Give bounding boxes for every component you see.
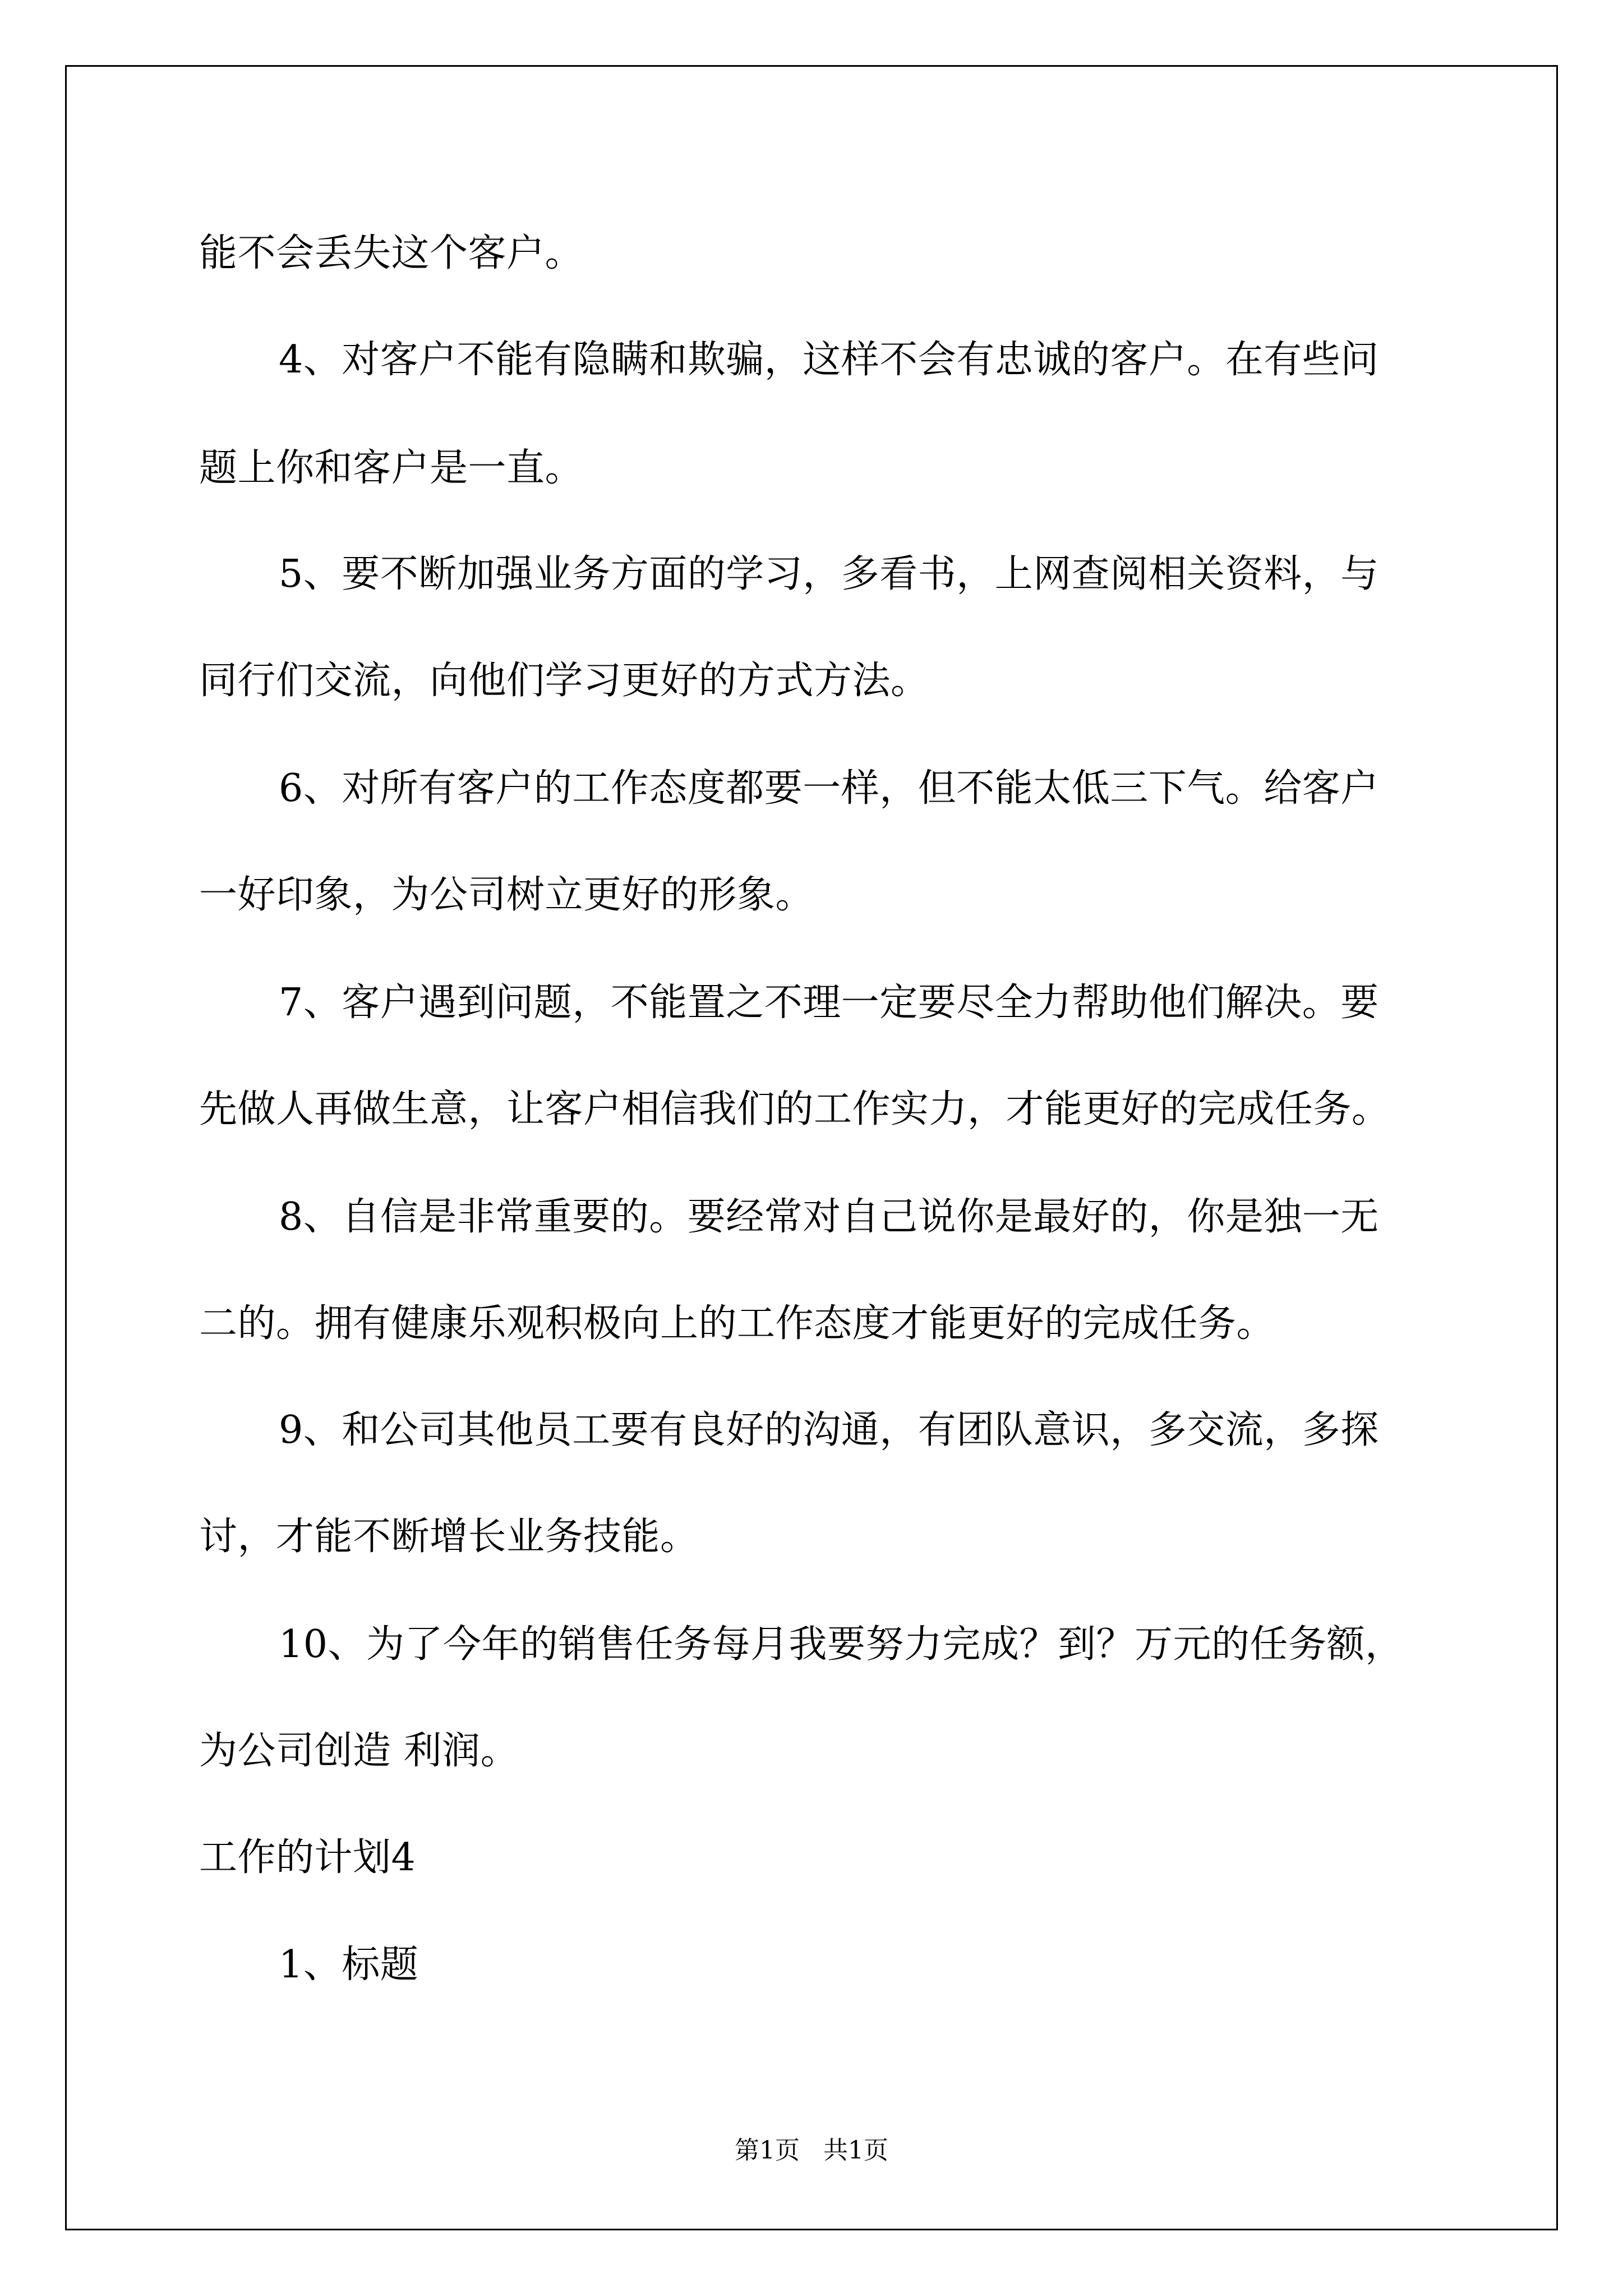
- text-line: 1、标题: [279, 1943, 419, 1987]
- text-line: 讨，才能不断增长业务技能。: [199, 1515, 699, 1559]
- text-line: 6、对所有客户的工作态度都要一样，但不能太低三下气。给客户: [279, 766, 1379, 811]
- text-line: 同行们交流，向他们学习更好的方式方法。: [199, 659, 929, 703]
- text-line: 9、和公司其他员工要有良好的沟通，有团队意识，多交流，多探: [279, 1408, 1379, 1452]
- page-border: [65, 65, 1558, 2230]
- text-line: 4、对客户不能有隐瞒和欺骗，这样不会有忠诚的客户。在有些问: [279, 338, 1379, 382]
- page-number-footer: 第1页 共1页: [735, 2136, 888, 2165]
- text-line: 一好印象，为公司树立更好的形象。: [199, 873, 814, 917]
- text-line: 题上你和客户是一直。: [199, 446, 584, 490]
- text-line: 10、为了今年的销售任务每月我要努力完成？到？万元的任务额，: [279, 1622, 1404, 1667]
- text-line: 7、客户遇到问题，不能置之不理一定要尽全力帮助他们解决。要: [279, 981, 1379, 1025]
- text-line: 二的。拥有健康乐观积极向上的工作态度才能更好的完成任务。: [199, 1301, 1275, 1346]
- text-line: 为公司创造 利润。: [199, 1729, 519, 1773]
- text-line: 能不会丢失这个客户。: [199, 231, 584, 275]
- text-line: 5、要不断加强业务方面的学习，多看书，上网查阅相关资料，与: [279, 552, 1379, 596]
- text-line: 先做人再做生意，让客户相信我们的工作实力，才能更好的完成任务。: [199, 1087, 1390, 1131]
- section-heading: 工作的计划4: [199, 1835, 416, 1880]
- text-line: 8、自信是非常重要的。要经常对自己说你是最好的，你是独一无: [279, 1195, 1379, 1239]
